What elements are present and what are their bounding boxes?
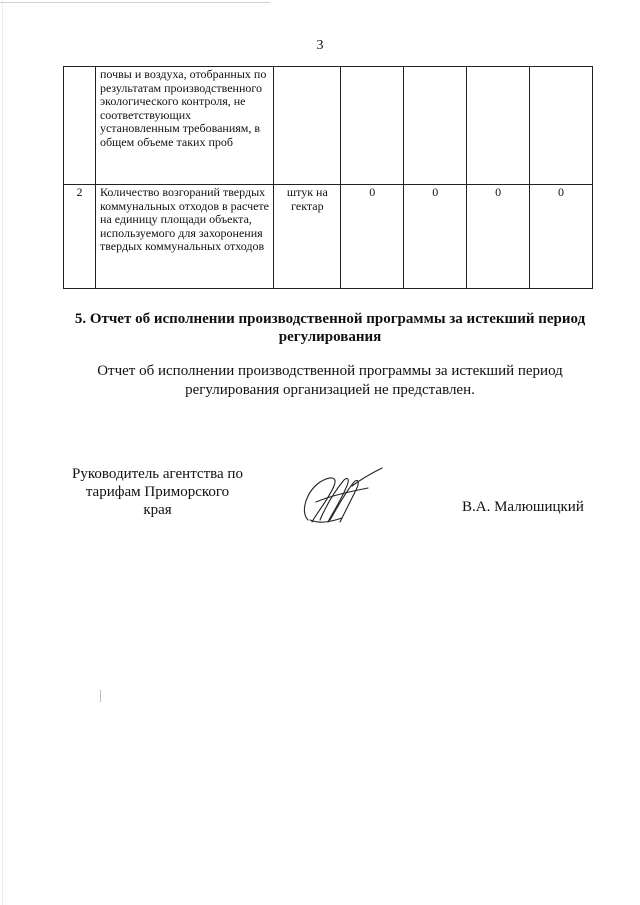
scan-artifact-mark (100, 690, 101, 702)
signer-position: Руководитель агентства по тарифам Приморского края (72, 466, 243, 518)
unit-cell: штук на гектар (274, 185, 341, 289)
value-cell: 0 (404, 185, 467, 289)
scan-artifact-line (0, 2, 270, 3)
unit-cell (274, 67, 341, 185)
value-cell: 0 (341, 185, 404, 289)
value-cell (530, 67, 593, 185)
value-cell: 0 (530, 185, 593, 289)
value-cell: 0 (467, 185, 530, 289)
table-row (64, 67, 593, 185)
row-number: 2 (64, 185, 96, 289)
table-row (64, 185, 593, 289)
signer-name: В.А. Малюшицкий (462, 499, 584, 515)
value-cell (341, 67, 404, 185)
value-cell (467, 67, 530, 185)
row-number (64, 67, 96, 185)
signature-icon (290, 462, 390, 532)
scan-artifact-edge (2, 0, 3, 905)
indicators-table (63, 66, 593, 289)
section-body-text: Отчет об исполнении производственной программы за истекший период регулирования организацией не представлен. (97, 363, 563, 398)
value-cell (404, 67, 467, 185)
section-heading: 5. Отчет об исполнении производственной программы за истекший период регулирования (74, 311, 586, 345)
page-number: 3 (316, 38, 324, 53)
indicator-name: Количество возгораний твердых коммунальных отходов в расчете на единицу площади объекта, используемого для захоронения твердых коммунальных отходов (95, 185, 273, 289)
indicator-name: почвы и воздуха, отобранных по результатам производственного экологического контроля, не соответствующих установленным требованиям, в общем объеме таких проб (95, 67, 273, 185)
